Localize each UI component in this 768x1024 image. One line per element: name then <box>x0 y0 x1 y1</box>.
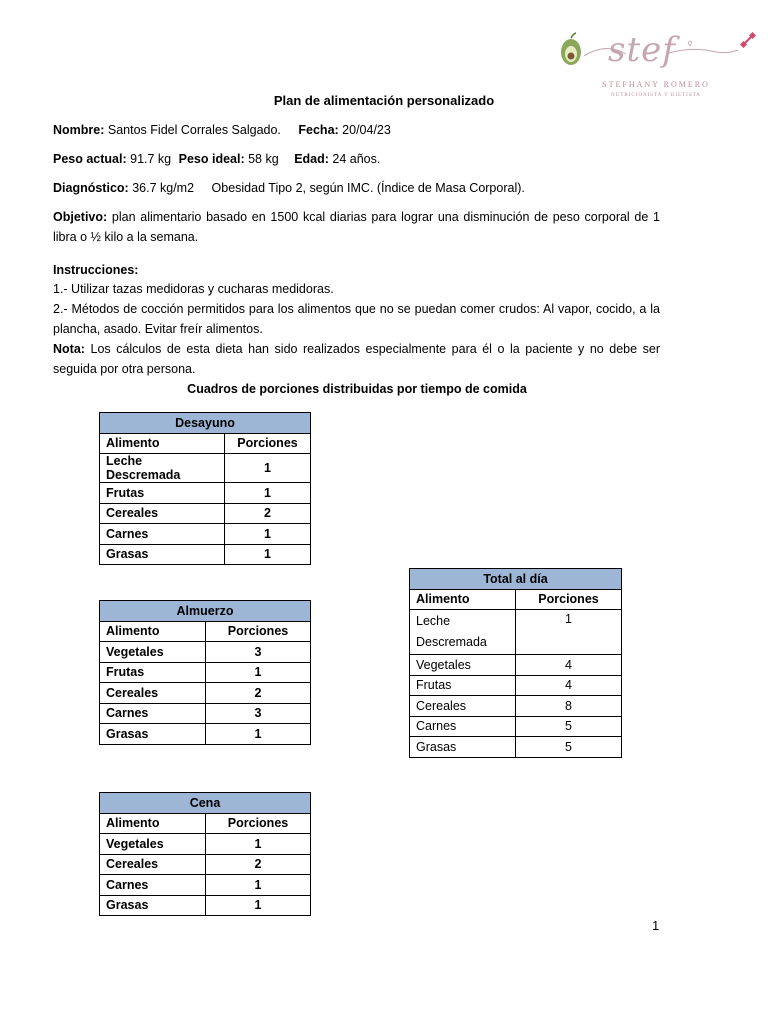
objective-text-1: plan alimentario basado en 1500 kcal diarias para lograr una disminución de peso corporal de 1 <box>111 210 660 224</box>
food-cell: Cereales <box>100 503 225 524</box>
food-cell: Frutas <box>100 483 225 504</box>
portions-cell: 1 <box>206 834 311 855</box>
table-row <box>100 483 311 504</box>
portions-cell: 1 <box>516 610 622 655</box>
portions-cell: 5 <box>516 716 622 737</box>
table-row <box>410 675 622 696</box>
instruction-item-1: 1.- Utilizar tazas medidoras y cucharas medidoras. <box>53 282 334 296</box>
almuerzo-title: Almuerzo <box>100 601 311 622</box>
instruction-item-2-line-1: 2.- Métodos de cocción permitidos para los alimentos que no se puedan comer crudos: Al vapor, cocido, a la <box>53 302 660 316</box>
food-cell: Carnes <box>410 716 516 737</box>
dumbbell-icon <box>740 32 756 48</box>
name-value: Santos Fidel Corrales Salgado. <box>107 123 281 137</box>
ideal-weight-value: 58 kg <box>248 152 279 166</box>
col-portions-header: Porciones <box>516 589 622 610</box>
col-portions-header: Porciones <box>206 813 311 834</box>
table-row <box>100 503 311 524</box>
food-cell: Frutas <box>410 675 516 696</box>
instruction-item-2-line-2: plancha, asado. Evitar freír alimentos. <box>53 322 263 336</box>
total-title: Total al día <box>410 569 622 590</box>
objective-label: Objetivo: <box>53 210 108 224</box>
food-cell: Vegetales <box>410 655 516 676</box>
food-cell: Cereales <box>100 854 206 875</box>
note-line-1 <box>53 339 660 359</box>
portions-cell: 2 <box>206 683 311 704</box>
desayuno-title: Desayuno <box>100 413 311 434</box>
age-label: Edad: <box>294 152 329 166</box>
portions-cell: 1 <box>206 875 311 896</box>
diagnosis-text: Obesidad Tipo 2, según IMC. (Índice de Masa Corporal). <box>211 181 525 195</box>
note-text-1: Los cálculos de esta dieta han sido realizados especialmente para él o la paciente y no debe ser <box>90 342 660 356</box>
portions-cell: 1 <box>206 662 311 683</box>
food-cell: Vegetales <box>100 642 206 663</box>
portions-cell: 3 <box>206 642 311 663</box>
table-row <box>410 716 622 737</box>
food-line-1: Leche <box>416 614 451 628</box>
portions-cell: 3 <box>206 703 311 724</box>
table-row <box>100 895 311 916</box>
cena-title: Cena <box>100 793 311 814</box>
portions-cell: 1 <box>206 895 311 916</box>
cena-table <box>99 792 311 916</box>
food-cell: Carnes <box>100 875 206 896</box>
col-food-header: Alimento <box>100 621 206 642</box>
weight-label: Peso actual: <box>53 152 127 166</box>
weight-value: 91.7 kg <box>130 152 172 166</box>
table-row <box>100 834 311 855</box>
logo-brand-name: STEFHANY ROMERO <box>602 80 710 89</box>
page-title: Plan de alimentación personalizado <box>273 93 495 108</box>
date-value: 20/04/23 <box>342 123 391 137</box>
name-label: Nombre: <box>53 123 105 137</box>
ideal-weight-label: Peso ideal: <box>178 152 245 166</box>
objective-line-1 <box>53 207 660 227</box>
col-portions-header: Porciones <box>225 433 311 454</box>
portions-cell: 2 <box>225 503 311 524</box>
logo-script: stef <box>608 30 676 70</box>
diagnosis-label: Diagnóstico: <box>53 181 129 195</box>
table-row <box>100 875 311 896</box>
food-cell: Carnes <box>100 524 225 545</box>
desayuno-table <box>99 412 311 565</box>
col-food-header: Alimento <box>100 813 206 834</box>
portions-cell: 1 <box>225 524 311 545</box>
page-number: 1 <box>652 918 660 933</box>
col-food-header: Alimento <box>100 433 225 454</box>
col-portions-header: Porciones <box>206 621 311 642</box>
table-row <box>410 655 622 676</box>
weight-line <box>53 149 380 169</box>
table-row <box>100 544 311 565</box>
table-row <box>410 696 622 717</box>
portions-cell: 1 <box>225 454 311 483</box>
instructions-heading: Instrucciones: <box>53 263 139 277</box>
food-cell: Grasas <box>410 737 516 758</box>
portions-cell: 4 <box>516 675 622 696</box>
logo-tagline: NUTRICIONISTA Y DIETISTA <box>611 93 701 98</box>
age-value: 24 años. <box>332 152 381 166</box>
table-row <box>100 662 311 683</box>
brand-logo <box>556 22 756 102</box>
portions-cell: 1 <box>225 544 311 565</box>
portions-cell: 2 <box>206 854 311 875</box>
food-line-2: Descremada <box>416 635 487 649</box>
portions-cell: 5 <box>516 737 622 758</box>
portions-cell: 1 <box>225 483 311 504</box>
table-row <box>100 724 311 745</box>
patient-name-line <box>53 120 391 140</box>
food-cell: Frutas <box>100 662 206 683</box>
portions-cell: 4 <box>516 655 622 676</box>
table-row <box>410 610 622 655</box>
food-cell <box>410 610 516 655</box>
table-row <box>100 454 311 483</box>
table-row <box>100 854 311 875</box>
portions-cell: 1 <box>206 724 311 745</box>
table-row <box>100 642 311 663</box>
food-cell: Carnes <box>100 703 206 724</box>
food-cell: Grasas <box>100 895 206 916</box>
table-row <box>100 683 311 704</box>
food-cell: Grasas <box>100 544 225 565</box>
food-cell: Vegetales <box>100 834 206 855</box>
table-row <box>410 737 622 758</box>
note-text-2: seguida por otra persona. <box>53 362 196 376</box>
portions-cell: 8 <box>516 696 622 717</box>
table-row <box>100 524 311 545</box>
diagnosis-value: 36.7 kg/m2 <box>132 181 195 195</box>
table-row <box>100 703 311 724</box>
food-cell: Cereales <box>100 683 206 704</box>
diagnosis-line <box>53 178 525 198</box>
objective-text-2: libra o ½ kilo a la semana. <box>53 230 199 244</box>
almuerzo-table <box>99 600 311 745</box>
food-cell: Cereales <box>410 696 516 717</box>
col-food-header: Alimento <box>410 589 516 610</box>
total-table <box>409 568 622 758</box>
food-cell: Leche Descremada <box>100 454 225 483</box>
note-label: Nota: <box>53 342 85 356</box>
date-label: Fecha: <box>298 123 339 137</box>
food-cell: Grasas <box>100 724 206 745</box>
section-title: Cuadros de porciones distribuidas por tiempo de comida <box>187 382 527 396</box>
